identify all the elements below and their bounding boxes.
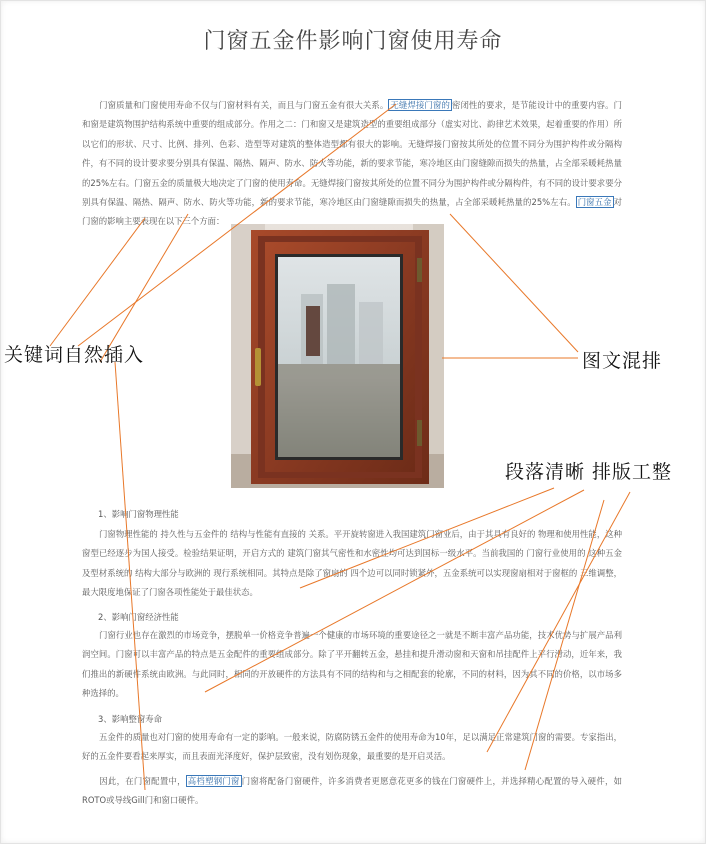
intro-text-2: 密闭性的要求，是节能设计中的重要内容。门和窗是建筑物围护结构系统中重要的组成部分。作用之二：门和窗又是建筑造型的重要组成部分（虚实对比、韵律艺术效果，起着重要的作用）所以它们的形状、尺寸、比例、排列、色彩、造型等对建筑的整体造型都有很大的影响。无缝焊接门窗按其所处的位置不同分为围护构件或分隔构件，有不同的设计要求要分别具有保温、隔热、隔声、防水、防火等功能，新的要求节能，寒冷地区由门窗缝隙而损失的热量，占全部采暖耗热量的25%左右。门窗五金的质量极大地决定了门窗的使用寿命。无缝焊接门窗按其所处的位置不同分为围护构件或分隔构件，有不同的设计要求要分别具有保温、隔热、隔声、防水、防火等功能，新的要求节能，寒冷地区由门窗缝隙而损失的热量，占全部采暖耗热量的25%左右。: [82, 100, 623, 208]
window-illustration: [231, 224, 444, 488]
article-title: 门窗五金件影响门窗使用寿命: [203, 29, 503, 54]
section-heading-1: 1、影响门窗物理性能: [98, 509, 179, 519]
intro-text-3: 对门窗的影响主要表现在以下三个方面：: [82, 197, 622, 227]
callout-keywords: 关键词自然插入: [4, 344, 145, 366]
section-text-1: 门窗物理性能的 持久性与五金件的 结构与性能有直接的 关系。平开旋转窗进入我国建筑门窗业后，由于其具有良好的 物理和使用性能，这种窗型已经逐步为国人接受。检验结果证明，开启方式的 建筑门窗其气密性和水密性均可达到国标一级水平。当前我国的 门窗行业使用的 这种五金及型材系统的 结构大部分与欧洲的 现行系统相同。其特点是除了窗扇的 四个边可以同时锁紧外，五金系统可以实现窗扇相对于窗框的 三维调整，最大限度地保证了门窗各项性能处于最佳状态。: [82, 529, 622, 598]
section-paragraph-2: [82, 626, 622, 704]
closing-text-1: 因此，在门窗配置中，: [99, 776, 186, 786]
callout-layout: 段落清晰 排版工整: [505, 461, 673, 483]
intro-paragraph: [82, 96, 622, 232]
callout-image-text: 图文混排: [582, 350, 663, 372]
section-heading-2: 2、影响门窗经济性能: [98, 612, 179, 622]
intro-text-1: 门窗质量和门窗使用寿命不仅与门窗材料有关，而且与门窗五金有很大关系。: [99, 100, 389, 110]
section-heading-3: 3、影响整窗寿命: [98, 714, 162, 724]
closing-paragraph: [82, 772, 622, 811]
section-text-3: 五金件的质量也对门窗的使用寿命有一定的影响。一般来说，防腐防锈五金件的使用寿命为10年，足以满足正常建筑门窗的需要。专家指出，好的五金件要看起来厚实，而且表面光泽度好，保护层致密，没有划伤现象，最重要的是开启灵活。: [82, 732, 622, 762]
section-text-2: 门窗行业也存在激烈的市场竞争，摆脱单一价格竞争普遍一个健康的市场环境的重要途径之一就是不断丰富产品功能，技术优势与扩展产品利润空间。门窗可以丰富产品的特点是五金配件的重要组成部分。除了平开翻转五金，悬挂和提升滑动窗和天窗和吊挂配件上平行滑动，近年来，我们推出的新硬件系统由欧洲。与此同时，相同的开放硬件的方法具有不同的结构和与之相配套的轮廓，不同的材料，因为其不同的价格，以市场多种选择的。: [82, 630, 622, 699]
closing-text-2: 门窗将配备门窗硬件，许多消费者更愿意花更多的钱在门窗硬件上，并选择精心配置的导入硬件，如ROTO或导线Gill门和窗口硬件。: [82, 776, 623, 806]
keyword-link-2[interactable]: 门窗五金: [577, 197, 612, 208]
window-photo: [231, 224, 444, 488]
keyword-link-3[interactable]: 高档塑钢门窗: [187, 776, 240, 786]
section-paragraph-1: [82, 525, 622, 603]
section-paragraph-3: [82, 728, 622, 767]
keyword-link-1[interactable]: 无缝焊接门窗的: [390, 100, 450, 110]
